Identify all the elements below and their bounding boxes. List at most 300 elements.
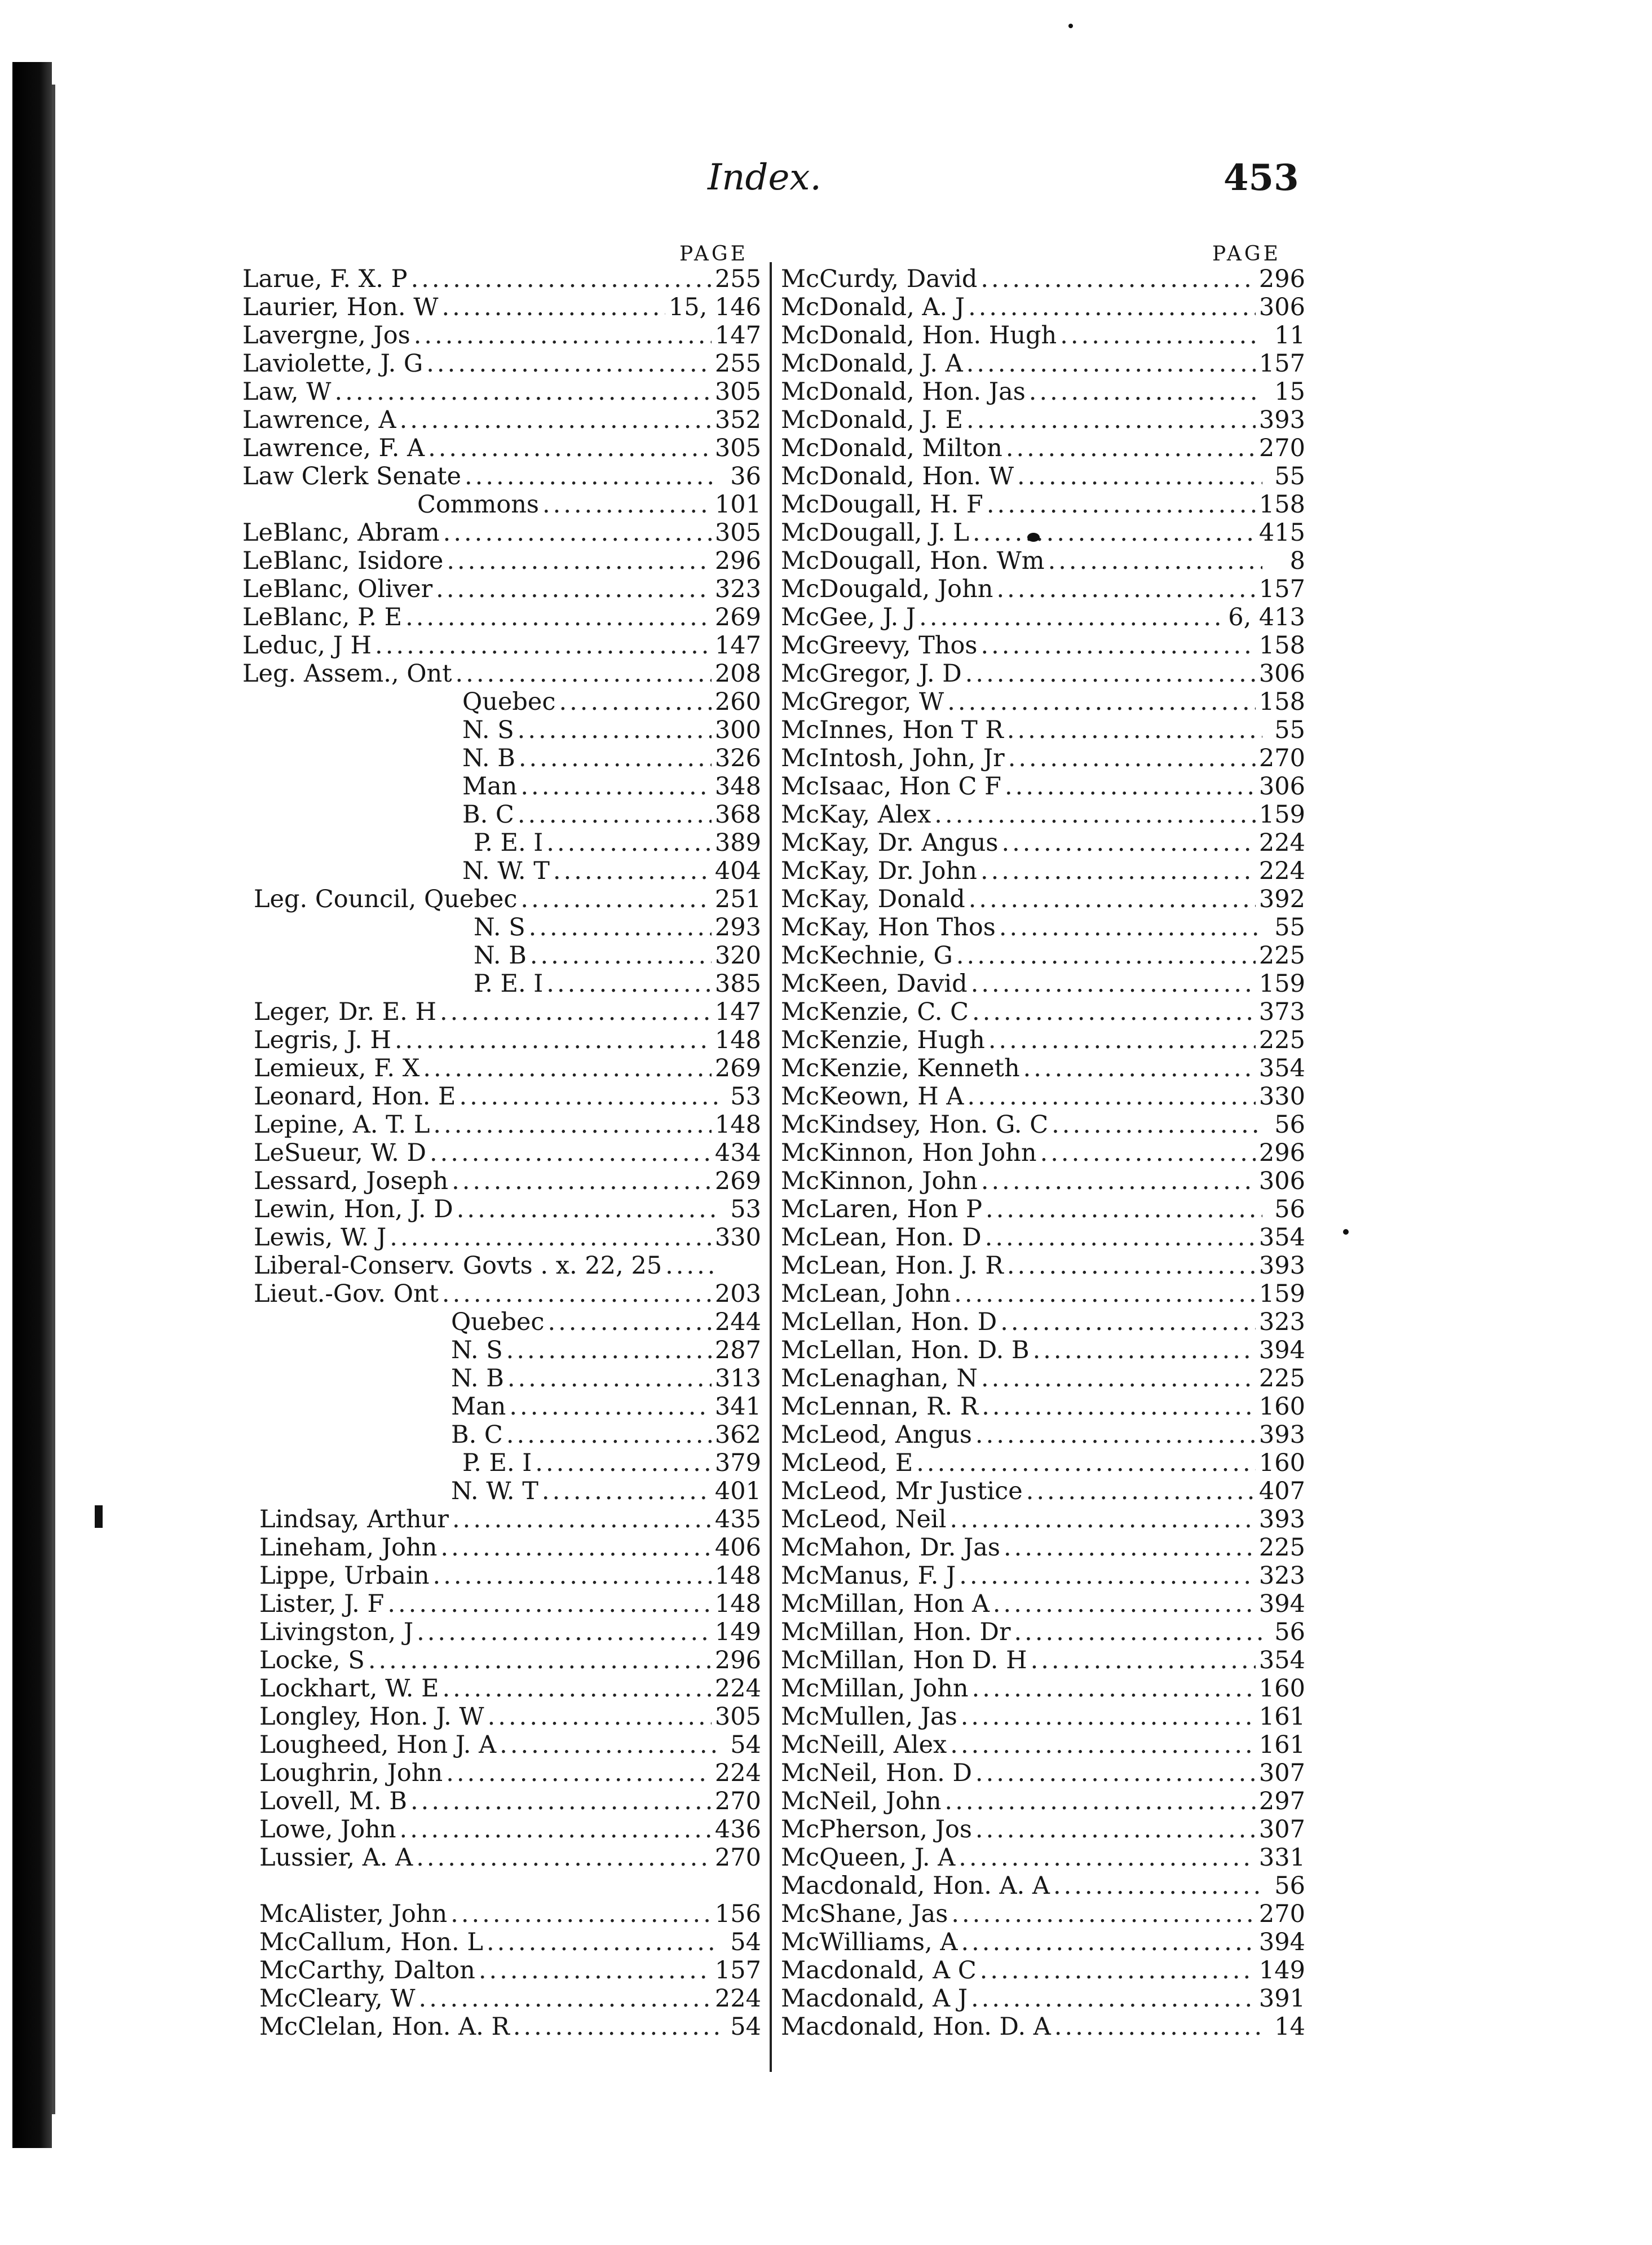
leader-dots — [387, 1590, 712, 1618]
index-entry-page: 393 — [1258, 1252, 1305, 1280]
leader-dots — [1006, 434, 1256, 462]
index-entry-page: 157 — [714, 1956, 761, 1985]
leader-dots — [972, 1674, 1256, 1703]
page-binding-shadow — [12, 62, 52, 2148]
index-entry-name: Law, W — [242, 378, 332, 406]
leader-dots — [436, 575, 712, 603]
leader-dots — [916, 1449, 1256, 1477]
index-entry-name: McLean, John — [781, 1280, 951, 1308]
index-entry-name: McInnes, Hon T R — [781, 716, 1004, 744]
index-entry-page: 55 — [1274, 716, 1305, 744]
leader-dots — [980, 857, 1256, 885]
index-entry-name: Macdonald, A J — [781, 1985, 968, 2013]
leader-dots — [1031, 1646, 1256, 1674]
index-entry-page: 56 — [1274, 1111, 1305, 1139]
index-entry — [242, 1646, 761, 1674]
index-entry-page: 224 — [714, 1674, 761, 1703]
index-entry-page: 157 — [1258, 575, 1305, 603]
leader-dots — [443, 519, 712, 547]
index-entry-page: 352 — [714, 406, 761, 434]
index-entry-name: Macdonald, Hon. D. A — [781, 2013, 1051, 2041]
index-entry — [242, 660, 761, 688]
index-entry-name: McKeown, H A — [781, 1082, 964, 1111]
index-entry — [242, 1928, 761, 1956]
index-entry — [781, 1449, 1305, 1477]
leader-dots — [975, 1421, 1256, 1449]
index-entry-name: McIntosh, John, Jr — [781, 744, 1005, 772]
index-entry-name: McDonald, Hon. Hugh — [781, 321, 1057, 350]
index-entry-name: McLenaghan, N — [781, 1364, 978, 1393]
index-entry-name: McQueen, J. A — [781, 1844, 956, 1872]
index-entry-name: Livingston, J — [259, 1618, 414, 1646]
index-entry-name: Lawrence, F. A — [242, 434, 425, 462]
index-entry-page: 269 — [714, 603, 761, 631]
index-entry-page: 55 — [1274, 913, 1305, 942]
index-entry — [781, 913, 1305, 942]
index-entry-name: McDonald, J. E — [781, 406, 964, 434]
index-entry — [242, 998, 761, 1026]
index-entry-name: Leger, Dr. E. H — [254, 998, 437, 1026]
leader-dots — [334, 378, 711, 406]
index-entry-page: 326 — [714, 744, 761, 772]
index-entry-name: N. S — [451, 1336, 503, 1364]
index-entry-name: LeBlanc, Oliver — [242, 575, 433, 603]
index-entry-page: 270 — [1258, 744, 1305, 772]
index-entry — [781, 519, 1305, 547]
index-entry-page: 287 — [714, 1336, 761, 1364]
index-entry-page: 401 — [714, 1477, 761, 1505]
index-entry-page: 270 — [1258, 434, 1305, 462]
index-entry-page: 260 — [714, 688, 761, 716]
index-entry-page: 330 — [714, 1223, 761, 1252]
index-entry-name: Leg. Assem., Ont — [242, 660, 452, 688]
leader-dots — [966, 350, 1256, 378]
index-entry-page: 306 — [1258, 660, 1305, 688]
index-entry — [242, 1956, 761, 1985]
index-entry — [242, 1562, 761, 1590]
index-entry-name: McGregor, J. D — [781, 660, 962, 688]
index-entry-name: McDougall, Hon. Wm — [781, 547, 1045, 575]
index-entry-name: Quebec — [451, 1308, 545, 1336]
index-entry-page: 161 — [1258, 1731, 1305, 1759]
leader-dots — [426, 350, 712, 378]
index-entry — [781, 801, 1305, 829]
index-entry-name: Lindsay, Arthur — [259, 1505, 449, 1534]
leader-dots — [971, 1985, 1256, 2013]
index-entry-page: 305 — [714, 519, 761, 547]
index-entry-name: Leonard, Hon. E — [254, 1082, 456, 1111]
index-entry — [781, 631, 1305, 660]
index-entry — [242, 1844, 761, 1872]
leader-dots — [945, 1787, 1256, 1815]
index-entry-name: Lepine, A. T. L — [254, 1111, 430, 1139]
index-entry-page: 159 — [1258, 1280, 1305, 1308]
index-entry-page: 56 — [1274, 1618, 1305, 1646]
index-entry — [781, 293, 1305, 321]
index-entry — [242, 1787, 761, 1815]
index-entry — [242, 293, 761, 321]
index-entry — [781, 1646, 1305, 1674]
index-entry-name: LeBlanc, P. E — [242, 603, 403, 631]
index-entry — [242, 1421, 761, 1449]
leader-dots — [440, 1534, 712, 1562]
index-entry-name: McMillan, Hon D. H — [781, 1646, 1027, 1674]
index-entry — [781, 1985, 1305, 2013]
leader-dots — [440, 998, 712, 1026]
index-entry-name: McLeod, E — [781, 1449, 913, 1477]
index-entry-name: McKinnon, Hon John — [781, 1139, 1037, 1167]
index-entry — [242, 744, 761, 772]
index-entry — [242, 1139, 761, 1167]
index-entry-name: McLellan, Hon. D — [781, 1308, 997, 1336]
index-entry-name: Commons — [417, 490, 539, 519]
leader-dots — [1054, 2013, 1262, 2041]
index-entry — [242, 1280, 761, 1308]
leader-dots — [1033, 1336, 1256, 1364]
index-entry-name: McDougald, John — [781, 575, 993, 603]
ink-speck — [1343, 1229, 1349, 1235]
leader-dots — [969, 885, 1256, 913]
index-entry-name: Lussier, A. A — [259, 1844, 413, 1872]
index-entry-name: Quebec — [462, 688, 556, 716]
index-entry — [242, 1759, 761, 1787]
leader-dots — [487, 1928, 718, 1956]
index-entry — [242, 490, 761, 519]
leader-dots — [442, 1280, 712, 1308]
index-entry-name: LeSueur, W. D — [254, 1139, 426, 1167]
index-entry — [781, 265, 1305, 293]
index-entry-name: McLeod, Angus — [781, 1421, 972, 1449]
index-entry-name: Lavergne, Jos — [242, 321, 410, 350]
index-entry-page: 404 — [714, 857, 761, 885]
index-entry — [242, 1590, 761, 1618]
index-entry-name: McMillan, Hon. Dr — [781, 1618, 1011, 1646]
leader-dots — [1060, 321, 1262, 350]
index-entry-name: Lieut.-Gov. Ont — [254, 1280, 439, 1308]
index-entry-page: 391 — [1258, 1985, 1305, 2013]
index-entry-name: McLennan, R. R — [781, 1393, 979, 1421]
index-entry — [781, 1421, 1305, 1449]
leader-dots — [987, 490, 1256, 519]
leader-dots — [416, 1844, 712, 1872]
index-entry-name: LeBlanc, Isidore — [242, 547, 444, 575]
leader-dots — [919, 603, 1225, 631]
index-entry — [242, 1111, 761, 1139]
index-entry-name: McMahon, Dr. Jas — [781, 1534, 1000, 1562]
leader-dots — [961, 1928, 1255, 1956]
leader-dots — [479, 1956, 712, 1985]
index-entry-name: McMullen, Jas — [781, 1703, 957, 1731]
index-entry-name: McAlister, John — [259, 1900, 448, 1928]
index-entry — [242, 716, 761, 744]
index-entry — [781, 1956, 1305, 1985]
index-entry-page: 244 — [714, 1308, 761, 1336]
index-entry — [242, 772, 761, 801]
index-entry — [242, 265, 761, 293]
index-entry — [781, 1844, 1305, 1872]
index-entry — [781, 1872, 1305, 1900]
index-entry-name: Lowe, John — [259, 1815, 396, 1844]
index-entry-page: 255 — [714, 265, 761, 293]
leader-dots — [430, 1139, 712, 1167]
leader-dots — [951, 1900, 1256, 1928]
leader-dots — [459, 1082, 718, 1111]
index-entry — [781, 603, 1305, 631]
leader-dots — [1001, 829, 1255, 857]
index-entry-name: Laviolette, J. G — [242, 350, 423, 378]
index-entry-name: Lockhart, W. E — [259, 1674, 439, 1703]
leader-dots — [1023, 1054, 1256, 1082]
index-entry-name: Lougheed, Hon J. A — [259, 1731, 497, 1759]
leader-dots — [975, 1815, 1256, 1844]
leader-dots — [981, 1364, 1256, 1393]
index-entry — [242, 1252, 761, 1280]
index-entry-page: 208 — [714, 660, 761, 688]
index-entry-page: 313 — [714, 1364, 761, 1393]
index-entry-name: N. B — [451, 1364, 504, 1393]
index-entry-name: McGee, J. J — [781, 603, 916, 631]
leader-dots — [400, 1815, 712, 1844]
index-entry — [242, 321, 761, 350]
index-entry-name: N. S — [462, 716, 514, 744]
leader-dots — [410, 1787, 712, 1815]
index-entry-name: McLean, Hon. D — [781, 1223, 982, 1252]
leader-dots — [1005, 772, 1256, 801]
index-entry-page: 15, 146 — [668, 293, 761, 321]
index-entry — [242, 1054, 761, 1082]
leader-dots — [996, 575, 1255, 603]
index-entry — [242, 913, 761, 942]
index-entry-page: 148 — [714, 1590, 761, 1618]
index-entry-page: 53 — [730, 1195, 761, 1223]
index-entry-name: McManus, F. J — [781, 1562, 956, 1590]
index-entry-page: 158 — [1258, 688, 1305, 716]
index-entry — [242, 829, 761, 857]
index-entry-name: Legris, J. H — [254, 1026, 391, 1054]
leader-dots — [375, 631, 712, 660]
leader-dots — [506, 1421, 712, 1449]
index-entry — [781, 1759, 1305, 1787]
leader-dots — [934, 801, 1256, 829]
index-entry — [242, 1815, 761, 1844]
index-entry — [242, 1731, 761, 1759]
index-entry-name: McCurdy, David — [781, 265, 978, 293]
leader-dots — [390, 1223, 712, 1252]
index-entry-page: 148 — [714, 1111, 761, 1139]
ink-blot — [1027, 533, 1040, 542]
leader-dots — [956, 942, 1256, 970]
index-entry-name: Lister, J. F — [259, 1590, 385, 1618]
leader-dots — [443, 1674, 712, 1703]
index-entry — [242, 1308, 761, 1336]
index-entry-page: 331 — [1258, 1844, 1305, 1872]
page-binding-edge — [52, 85, 55, 2114]
index-entry-name: P. E. I — [462, 1449, 532, 1477]
index-entry — [781, 1252, 1305, 1280]
index-entry-page: 157 — [1258, 350, 1305, 378]
index-entry — [781, 1393, 1305, 1421]
index-entry-name: McLean, Hon. J. R — [781, 1252, 1004, 1280]
index-entry-page: 393 — [1258, 406, 1305, 434]
index-entry — [242, 1900, 761, 1928]
index-entry — [242, 2013, 761, 2041]
index-entry — [242, 1026, 761, 1054]
leader-dots — [993, 1590, 1256, 1618]
leader-dots — [411, 265, 712, 293]
index-entry-page: 394 — [1258, 1336, 1305, 1364]
index-entry-page: 54 — [730, 1928, 761, 1956]
index-entry — [781, 1111, 1305, 1139]
index-entry-name: McIsaac, Hon C F — [781, 772, 1002, 801]
leader-dots — [985, 1223, 1256, 1252]
index-entry-name: Macdonald, A C — [781, 1956, 977, 1985]
index-entry-name: McDonald, A. J — [781, 293, 965, 321]
leader-dots — [980, 265, 1256, 293]
index-entry-page: 225 — [1258, 1364, 1305, 1393]
leader-dots — [950, 1731, 1256, 1759]
leader-dots — [1026, 1477, 1256, 1505]
page-number: 453 — [1223, 157, 1299, 199]
leader-dots — [446, 1759, 712, 1787]
index-entry — [781, 406, 1305, 434]
index-entry-name: Laurier, Hon. W — [242, 293, 439, 321]
index-entry — [242, 1167, 761, 1195]
leader-dots — [520, 885, 712, 913]
index-entry-page: 379 — [714, 1449, 761, 1477]
left-index-column — [242, 265, 761, 2041]
index-entry — [242, 1393, 761, 1421]
index-entry-name: McDonald, Hon. W — [781, 462, 1014, 490]
leader-dots — [1014, 1618, 1262, 1646]
index-entry-page: 149 — [714, 1618, 761, 1646]
index-entry-name: McKechnie, G — [781, 942, 953, 970]
leader-dots — [968, 293, 1256, 321]
leader-dots — [465, 462, 718, 490]
index-entry-page: 8 — [1289, 547, 1305, 575]
leader-dots — [546, 970, 712, 998]
index-entry-name: Lineham, John — [259, 1534, 438, 1562]
index-entry — [242, 575, 761, 603]
ink-speck — [95, 1505, 103, 1528]
leader-dots — [452, 1505, 712, 1534]
index-entry — [242, 801, 761, 829]
index-entry-name: P. E. I — [474, 970, 544, 998]
right-column-page-label: PAGE — [1212, 242, 1281, 266]
leader-dots — [546, 829, 712, 857]
index-entry — [242, 434, 761, 462]
index-entry-page: 306 — [1258, 772, 1305, 801]
index-entry-name: McNeil, John — [781, 1787, 942, 1815]
index-entry-page: 297 — [1258, 1787, 1305, 1815]
index-entry-page: 348 — [714, 772, 761, 801]
index-entry — [242, 1336, 761, 1364]
index-entry-page: 436 — [714, 1815, 761, 1844]
left-column-page-label: PAGE — [679, 242, 748, 266]
leader-dots — [519, 744, 712, 772]
index-entry-page: 269 — [714, 1167, 761, 1195]
index-entry-page: 56 — [1274, 1872, 1305, 1900]
ink-speck — [1068, 24, 1073, 28]
index-entry-name: McShane, Jas — [781, 1900, 948, 1928]
index-entry-name: Lovell, M. B — [259, 1787, 407, 1815]
leader-dots — [980, 631, 1255, 660]
index-entry-page: 56 — [1274, 1195, 1305, 1223]
leader-dots — [1052, 1111, 1262, 1139]
index-entry-page: 354 — [1258, 1646, 1305, 1674]
index-entry-page: 434 — [714, 1139, 761, 1167]
index-entry — [242, 547, 761, 575]
leader-dots — [975, 1759, 1256, 1787]
index-entry-name: Man — [451, 1393, 506, 1421]
leader-dots — [513, 2013, 718, 2041]
index-entry-name: McNeil, Hon. D — [781, 1759, 972, 1787]
index-entry-page: 341 — [714, 1393, 761, 1421]
index-entry — [781, 970, 1305, 998]
index-entry — [242, 1364, 761, 1393]
index-entry-name: McDougall, J. L — [781, 519, 969, 547]
index-entry-page: 320 — [714, 942, 761, 970]
index-entry-page: 406 — [714, 1534, 761, 1562]
index-entry-page: 323 — [1258, 1308, 1305, 1336]
index-entry-page: 224 — [1258, 857, 1305, 885]
index-entry — [781, 1336, 1305, 1364]
index-entry — [781, 350, 1305, 378]
index-entry — [781, 857, 1305, 885]
leader-dots — [441, 293, 665, 321]
leader-dots — [949, 1505, 1255, 1534]
index-entry-name: McGregor, W — [781, 688, 944, 716]
index-entry — [781, 885, 1305, 913]
leader-dots — [1007, 716, 1262, 744]
index-entry — [781, 772, 1305, 801]
index-entry-page: 160 — [1258, 1449, 1305, 1477]
index-entry-page: 156 — [714, 1900, 761, 1928]
leader-dots — [972, 998, 1256, 1026]
index-entry-page: 415 — [1258, 519, 1305, 547]
index-entry-name: McKindsey, Hon. G. C — [781, 1111, 1049, 1139]
index-entry-page: 53 — [730, 1082, 761, 1111]
index-entry-page: 224 — [1258, 829, 1305, 857]
index-entry-name: P. E. I — [474, 829, 544, 857]
index-entry — [242, 378, 761, 406]
index-entry — [781, 547, 1305, 575]
leader-dots — [947, 688, 1256, 716]
leader-dots — [433, 1562, 712, 1590]
index-entry-name: Lippe, Urbain — [259, 1562, 430, 1590]
index-entry — [781, 688, 1305, 716]
index-entry-page: 55 — [1274, 462, 1305, 490]
index-entry — [781, 1787, 1305, 1815]
leader-dots — [414, 321, 712, 350]
index-entry-name: McLellan, Hon. D. B — [781, 1336, 1030, 1364]
leader-dots — [981, 1167, 1256, 1195]
index-entry-page: 159 — [1258, 801, 1305, 829]
index-entry-page: 330 — [1258, 1082, 1305, 1111]
index-entry-name: McClelan, Hon. A. R — [259, 2013, 510, 2041]
index-entry — [242, 1505, 761, 1534]
leader-dots — [553, 857, 712, 885]
index-entry-page: 394 — [1258, 1590, 1305, 1618]
leader-dots — [999, 913, 1262, 942]
leader-dots — [518, 716, 712, 744]
index-entry-page: 15 — [1274, 378, 1305, 406]
leader-dots — [542, 490, 712, 519]
index-entry-name: McKay, Donald — [781, 885, 965, 913]
index-entry — [781, 942, 1305, 970]
index-entry — [242, 1082, 761, 1111]
index-entry-page: 270 — [714, 1844, 761, 1872]
leader-dots — [959, 1562, 1256, 1590]
